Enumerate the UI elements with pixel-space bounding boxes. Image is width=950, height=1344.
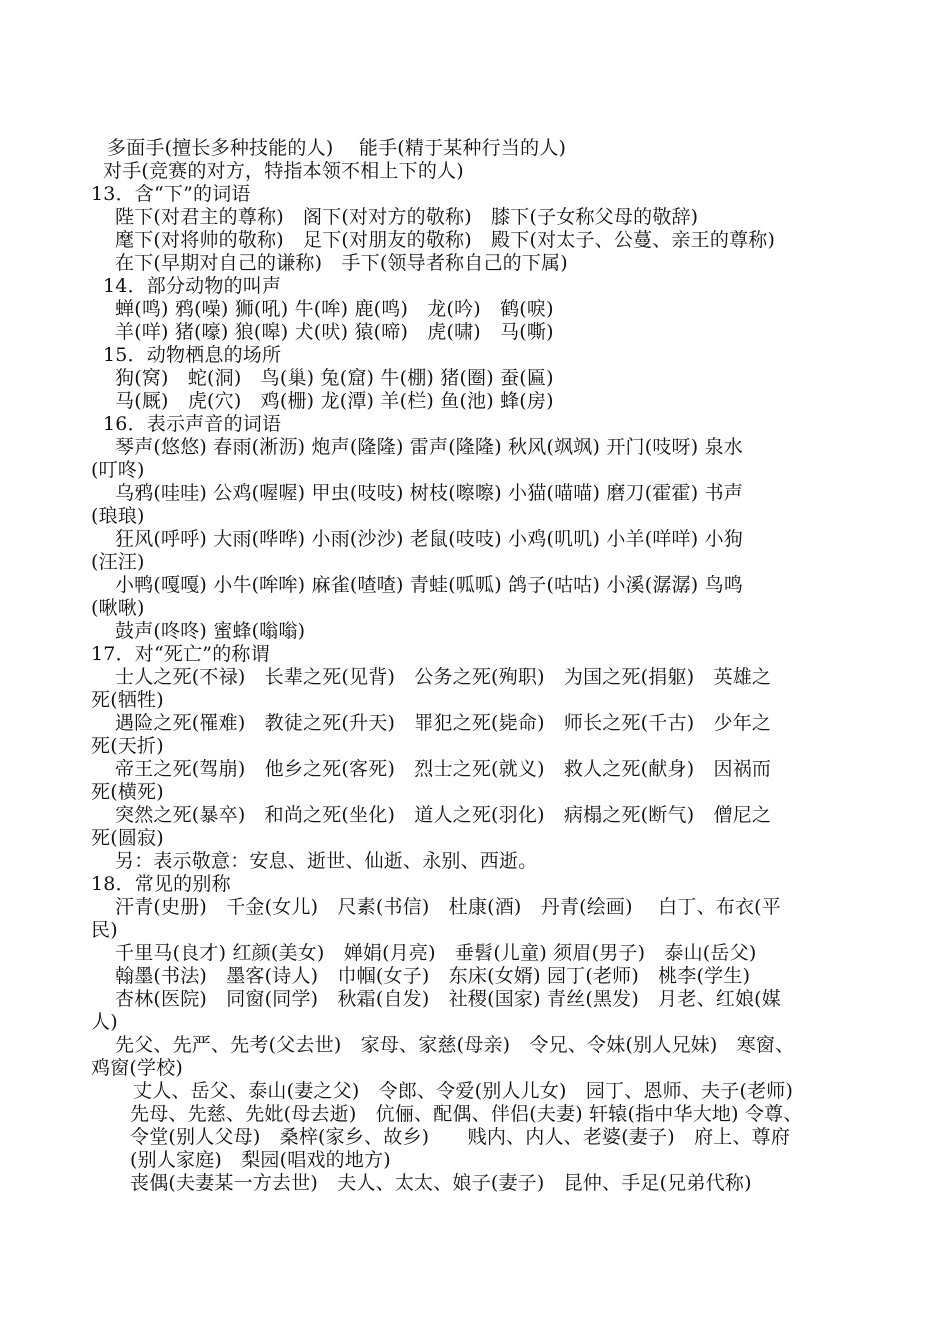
section-heading: 16．表示声音的词语 [103, 413, 282, 435]
text-line: 羊(咩) 猪(嚎) 狼(嗥) 犬(吠) 猿(啼) 虎(啸) 马(嘶) [115, 321, 554, 343]
text-line: 遇险之死(罹难) 教徒之死(升天) 罪犯之死(毙命) 师长之死(千古) 少年之 [115, 712, 772, 734]
text-line: 汗青(史册) 千金(女儿) 尺素(书信) 杜康(酒) 丹青(绘画) 白丁、布衣(平 [115, 896, 781, 918]
text-line: 马(厩) 虎(穴) 鸡(栅) 龙(潭) 羊(栏) 鱼(池) 蜂(房) [115, 390, 554, 412]
text-line: 死(横死) [91, 781, 164, 803]
text-line: 令堂(别人父母) 桑梓(家乡、故乡) 贱内、内人、老婆(妻子) 府上、尊府 [130, 1126, 791, 1148]
text-line: 死(天折) [91, 735, 164, 757]
text-line: 死(圆寂) [91, 827, 164, 849]
text-line: (琅琅) [91, 505, 145, 527]
text-line: 先母、先慈、先妣(母去逝) 伉俪、配偶、伴侣(夫妻) 轩辕(指中华大地) 令尊、 [130, 1103, 803, 1125]
section-heading: 15．动物栖息的场所 [103, 344, 282, 366]
text-line: 陛下(对君主的尊称) 阁下(对对方的敬称) 膝下(子女称父母的敬辞) [115, 206, 699, 228]
text-line: 蝉(鸣) 鸦(噪) 狮(吼) 牛(哞) 鹿(鸣) 龙(吟) 鹤(唳) [115, 298, 554, 320]
text-line: 麾下(对将帅的敬称) 足下(对朋友的敬称) 殿下(对太子、公蔓、亲王的尊称) [115, 229, 776, 251]
text-line: 多面手(擅长多种技能的人) 能手(精于某种行当的人) [107, 137, 567, 159]
text-line: 民) [91, 919, 118, 941]
text-line: 狂风(呼呼) 大雨(哗哗) 小雨(沙沙) 老鼠(吱吱) 小鸡(叽叽) 小羊(咩咩) 小狗 [115, 528, 743, 550]
text-line: 鼓声(咚咚) 蜜蜂(嗡嗡) [115, 620, 306, 642]
text-line: 在下(早期对自己的谦称) 手下(领导者称自己的下属) [115, 252, 568, 274]
text-line: 杏林(医院) 同窗(同学) 秋霜(自发) 社稷(国家) 青丝(黑发) 月老、红娘(媒 [115, 988, 781, 1010]
text-line: 狗(窝) 蛇(洞) 鸟(巢) 兔(窟) 牛(棚) 猪(圈) 蚕(匾) [115, 367, 554, 389]
text-line: 死(牺牲) [91, 689, 164, 711]
text-line: 先父、先严、先考(父去世) 家母、家慈(母亲) 令兄、令妹(别人兄妹) 寒窗、 [115, 1034, 795, 1056]
text-line: (别人家庭) 梨园(唱戏的地方) [130, 1149, 391, 1171]
text-line: 翰墨(书法) 墨客(诗人) 巾帼(女子) 东床(女婿) 园丁(老师) 桃李(学生) [115, 965, 751, 987]
text-line: 琴声(悠悠) 春雨(淅沥) 炮声(隆隆) 雷声(隆隆) 秋风(飒飒) 开门(吱呀) 泉水 [115, 436, 743, 458]
text-line: 小鸭(嘎嘎) 小牛(哞哞) 麻雀(喳喳) 青蛙(呱呱) 鸽子(咕咕) 小溪(潺潺) 鸟鸣 [115, 574, 743, 596]
text-line: 对手(竞赛的对方，特指本领不相上下的人) [103, 160, 464, 182]
section-heading: 14．部分动物的叫声 [103, 275, 282, 297]
text-line: 人) [91, 1011, 118, 1033]
text-line: 鸡窗(学校) [91, 1057, 184, 1079]
text-line: 乌鸦(哇哇) 公鸡(喔喔) 甲虫(吱吱) 树枝(嚓嚓) 小猫(喵喵) 磨刀(霍霍) 书声 [115, 482, 743, 504]
text-line: 帝王之死(驾崩) 他乡之死(客死) 烈士之死(就义) 救人之死(献身) 因祸而 [115, 758, 772, 780]
text-line: 丈人、岳父、泰山(妻之父) 令郎、令爱(别人儿女) 园丁、恩师、夫子(老师) [133, 1080, 794, 1102]
text-line: (啾啾) [91, 597, 145, 619]
text-line: 千里马(良才) 红颜(美女) 婵娟(月亮) 垂髫(儿童) 须眉(男子) 泰山(岳父) [115, 942, 757, 964]
section-heading: 17．对“死亡”的称谓 [91, 643, 270, 665]
text-line: 丧偶(夫妻某一方去世) 夫人、太太、娘子(妻子) 昆仲、手足(兄弟代称) [130, 1172, 752, 1194]
text-line: (汪汪) [91, 551, 145, 573]
text-line: 士人之死(不禄) 长辈之死(见背) 公务之死(殉职) 为国之死(捐躯) 英雄之 [115, 666, 772, 688]
section-heading: 13．含“下”的词语 [91, 183, 251, 205]
text-line: 突然之死(暴卒) 和尚之死(坐化) 道人之死(羽化) 病榻之死(断气) 僧尼之 [115, 804, 772, 826]
text-line: 另：表示敬意：安息、逝世、仙逝、永别、西逝。 [115, 850, 538, 872]
text-line: (叮咚) [91, 459, 145, 481]
section-heading: 18．常见的别称 [91, 873, 231, 895]
